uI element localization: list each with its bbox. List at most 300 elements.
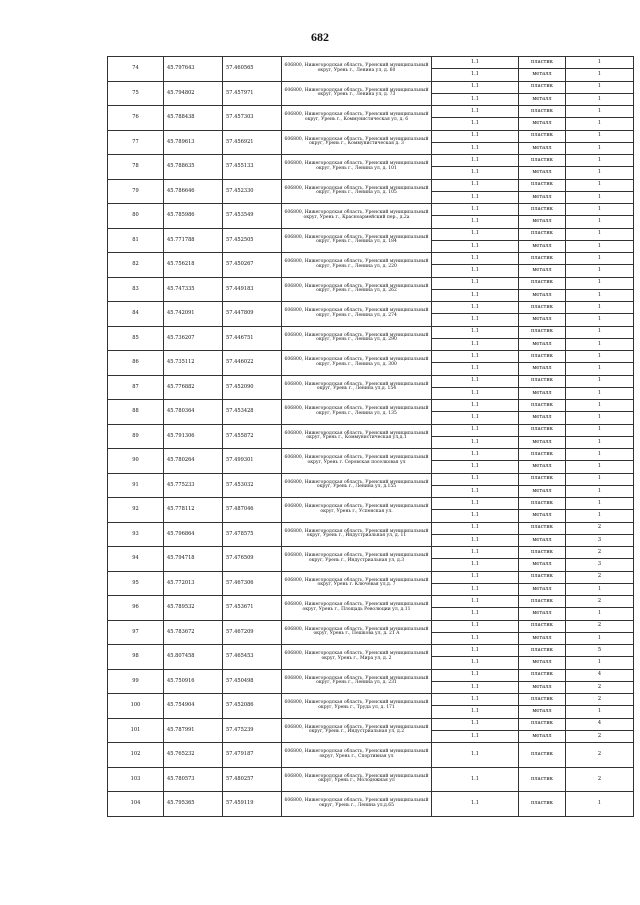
volume-cell: 1.1 [432,449,519,461]
count-cell: 1 [566,436,634,448]
latitude-cell: 45.780364 [164,400,223,425]
table-row [108,498,634,510]
material-cell: металл [519,363,566,375]
material-cell: металл [519,559,566,571]
row-number: 104 [108,792,164,817]
longitude-cell: 57.479187 [223,743,282,768]
longitude-cell: 57.476509 [223,547,282,572]
address-cell: 606800, Нижегородская область, Уренский муниципальный округ, Урень г., Молодежная ул [282,767,432,792]
longitude-cell: 57.457971 [223,81,282,106]
material-cell: пластик [519,106,566,118]
count-cell: 1 [566,632,634,644]
table-row [108,620,634,632]
count-cell: 1 [566,461,634,473]
count-cell: 1 [566,93,634,105]
page-number: 682 [311,30,329,44]
material-cell: металл [519,216,566,228]
count-cell: 3 [566,534,634,546]
address-cell: 606800, Нижегородская область, Уренский муниципальный округ, Урень г., Ленина ул, д. 135 [282,400,432,425]
row-number: 81 [108,228,164,253]
count-cell: 2 [566,743,634,768]
volume-cell: 1.1 [432,694,519,706]
address-cell: 606800, Нижегородская область, Уренский муниципальный округ, Урень г., Индустриальная ул, д. 11 [282,522,432,547]
material-cell: пластик [519,669,566,681]
count-cell: 1 [566,400,634,412]
latitude-cell: 45.780573 [164,767,223,792]
longitude-cell: 57.487046 [223,498,282,523]
volume-cell: 1.1 [432,216,519,228]
address-cell: 606800, Нижегородская область, Уренский муниципальный округ, Урень г., Труда ул, д. 171 [282,694,432,719]
longitude-cell: 57.447809 [223,302,282,327]
row-number: 92 [108,498,164,523]
volume-cell: 1.1 [432,155,519,167]
volume-cell: 1.1 [432,510,519,522]
material-cell: металл [519,608,566,620]
row-number: 94 [108,547,164,572]
volume-cell: 1.1 [432,583,519,595]
count-cell: 1 [566,118,634,130]
address-cell: 606800, Нижегородская область, Уренский муниципальный округ, Урень г., Ленина ул, д. 220 [282,253,432,278]
volume-cell: 1.1 [432,338,519,350]
count-cell: 3 [566,559,634,571]
count-cell: 1 [566,167,634,179]
material-cell: металл [519,240,566,252]
volume-cell: 1.1 [432,534,519,546]
address-cell: 606800, Нижегородская область, Уренский муниципальный округ, Урень г., Ленина ул, д. 184 [282,228,432,253]
latitude-cell: 45.750916 [164,669,223,694]
count-cell: 1 [566,191,634,203]
material-cell: пластик [519,792,566,817]
count-cell: 1 [566,314,634,326]
table-row [108,57,634,69]
address-cell: 606800, Нижегородская область, Уренский муниципальный округ, Урень г., Пешкова ул, д. 21 А [282,620,432,645]
table-row [108,596,634,608]
table-row [108,743,634,768]
table-row [108,449,634,461]
address-cell: 606800, Нижегородская область, Уренский муниципальный округ, Урень г., Ленина ул,д.65 [282,792,432,817]
latitude-cell: 45.788438 [164,106,223,131]
count-cell: 1 [566,81,634,93]
count-cell: 1 [566,277,634,289]
longitude-cell: 57.453032 [223,473,282,498]
material-cell: металл [519,142,566,154]
latitude-cell: 45.780264 [164,449,223,474]
address-cell: 606800, Нижегородская область, Уренский муниципальный округ, Урень г., Ленина ул,д. 154 [282,375,432,400]
latitude-cell: 45.747335 [164,277,223,302]
volume-cell: 1.1 [432,559,519,571]
count-cell: 2 [566,571,634,583]
address-cell: 606800, Нижегородская область, Уренский муниципальный округ, Урень г., Ленина ул, д. 262 [282,277,432,302]
address-cell: 606800, Нижегородская область, Уренский муниципальный округ, Урень г., Ленина ул, д. 231 [282,669,432,694]
table-row [108,81,634,93]
count-cell: 1 [566,351,634,363]
row-number: 100 [108,694,164,719]
longitude-cell: 57.452086 [223,694,282,719]
row-number: 78 [108,155,164,180]
longitude-cell: 57.460565 [223,57,282,82]
row-number: 98 [108,645,164,670]
longitude-cell: 57.452330 [223,179,282,204]
row-number: 89 [108,424,164,449]
count-cell: 2 [566,694,634,706]
table-row [108,302,634,314]
row-number: 74 [108,57,164,82]
count-cell: 2 [566,596,634,608]
volume-cell: 1.1 [432,571,519,583]
volume-cell: 1.1 [432,289,519,301]
material-cell: пластик [519,767,566,792]
latitude-cell: 45.765232 [164,743,223,768]
volume-cell: 1.1 [432,302,519,314]
longitude-cell: 57.453428 [223,400,282,425]
address-cell: 606800, Нижегородская область, Уренский муниципальный округ, Урень г. Ключевая ул,д. 7 [282,571,432,596]
address-cell: 606800, Нижегородская область, Уренский муниципальный округ, Урень г., Коммунистическая ул,д.1 [282,424,432,449]
latitude-cell: 45.786646 [164,179,223,204]
row-number: 79 [108,179,164,204]
latitude-cell: 45.807458 [164,645,223,670]
row-number: 91 [108,473,164,498]
material-cell: пластик [519,277,566,289]
latitude-cell: 45.794802 [164,81,223,106]
row-number: 101 [108,718,164,743]
material-cell: металл [519,436,566,448]
volume-cell: 1.1 [432,792,519,817]
address-cell: 606800, Нижегородская область, Уренский муниципальный округ, Урень г., Индустриальная ул, д.2 [282,718,432,743]
longitude-cell: 57.467209 [223,620,282,645]
address-cell: 606800, Нижегородская область, Уренский муниципальный округ, Урень г., Мира ул, д. 2 [282,645,432,670]
volume-cell: 1.1 [432,118,519,130]
volume-cell: 1.1 [432,743,519,768]
longitude-cell: 57.450267 [223,253,282,278]
material-cell: пластик [519,522,566,534]
volume-cell: 1.1 [432,167,519,179]
count-cell: 4 [566,718,634,730]
table-row [108,522,634,534]
count-cell: 1 [566,142,634,154]
material-cell: пластик [519,179,566,191]
material-cell: пластик [519,375,566,387]
volume-cell: 1.1 [432,473,519,485]
longitude-cell: 57.449183 [223,277,282,302]
volume-cell: 1.1 [432,767,519,792]
longitude-cell: 57.455133 [223,155,282,180]
volume-cell: 1.1 [432,191,519,203]
latitude-cell: 45.771788 [164,228,223,253]
volume-cell: 1.1 [432,375,519,387]
count-cell: 1 [566,204,634,216]
count-cell: 1 [566,253,634,265]
table-row [108,424,634,436]
count-cell: 2 [566,620,634,632]
count-cell: 1 [566,387,634,399]
material-cell: металл [519,93,566,105]
volume-cell: 1.1 [432,363,519,375]
material-cell: пластик [519,302,566,314]
row-number: 83 [108,277,164,302]
count-cell: 1 [566,412,634,424]
volume-cell: 1.1 [432,461,519,473]
longitude-cell: 57.457303 [223,106,282,131]
volume-cell: 1.1 [432,326,519,338]
material-cell: пластик [519,228,566,240]
volume-cell: 1.1 [432,730,519,742]
count-cell: 1 [566,106,634,118]
count-cell: 1 [566,583,634,595]
latitude-cell: 45.736207 [164,326,223,351]
material-cell: пластик [519,326,566,338]
table-row [108,767,634,792]
address-cell: 606800, Нижегородская область, Уренский муниципальный округ, Урень г., Ленина ул, д. 274 [282,302,432,327]
row-number: 103 [108,767,164,792]
address-cell: 606800, Нижегородская область, Уренский муниципальный округ, Урень г., Площадь Революции ул, д.11 [282,596,432,621]
count-cell: 1 [566,498,634,510]
count-cell: 2 [566,547,634,559]
material-cell: металл [519,583,566,595]
material-cell: пластик [519,351,566,363]
row-number: 80 [108,204,164,229]
volume-cell: 1.1 [432,436,519,448]
material-cell: пластик [519,424,566,436]
longitude-cell: 57.475239 [223,718,282,743]
material-cell: пластик [519,620,566,632]
address-cell: 606800, Нижегородская область, Уренский муниципальный округ, Урень г., Ленина ул, д. 290 [282,326,432,351]
latitude-cell: 45.783672 [164,620,223,645]
count-cell: 1 [566,363,634,375]
volume-cell: 1.1 [432,81,519,93]
volume-cell: 1.1 [432,142,519,154]
volume-cell: 1.1 [432,485,519,497]
count-cell: 1 [566,216,634,228]
longitude-cell: 57.452505 [223,228,282,253]
volume-cell: 1.1 [432,412,519,424]
volume-cell: 1.1 [432,596,519,608]
longitude-cell: 57.453671 [223,596,282,621]
row-number: 84 [108,302,164,327]
table-row [108,228,634,240]
count-cell: 1 [566,473,634,485]
material-cell: металл [519,681,566,693]
address-cell: 606800, Нижегородская область, Уренский муниципальный округ, Урень г., Ленина ул, д. 101 [282,155,432,180]
volume-cell: 1.1 [432,253,519,265]
volume-cell: 1.1 [432,351,519,363]
count-cell: 1 [566,265,634,277]
count-cell: 1 [566,240,634,252]
material-cell: пластик [519,130,566,142]
volume-cell: 1.1 [432,669,519,681]
address-cell: 606800, Нижегородская область, Уренский муниципальный округ, Урень г., Спортивная ул [282,743,432,768]
material-cell: металл [519,69,566,81]
table-row [108,694,634,706]
row-number: 99 [108,669,164,694]
address-cell: 606800, Нижегородская область, Уренский муниципальный округ, Урень г., Коммунистическая д. 3 [282,130,432,155]
row-number: 88 [108,400,164,425]
volume-cell: 1.1 [432,620,519,632]
table-row [108,645,634,657]
latitude-cell: 45.789532 [164,596,223,621]
longitude-cell: 57.446022 [223,351,282,376]
volume-cell: 1.1 [432,240,519,252]
address-cell: 606800, Нижегородская область, Уренский муниципальный округ, Урень г., Ленина ул, д.155 [282,473,432,498]
volume-cell: 1.1 [432,130,519,142]
material-cell: металл [519,387,566,399]
longitude-cell: 57.467306 [223,571,282,596]
volume-cell: 1.1 [432,681,519,693]
latitude-cell: 45.754904 [164,694,223,719]
latitude-cell: 45.772013 [164,571,223,596]
row-number: 76 [108,106,164,131]
count-cell: 1 [566,706,634,718]
row-number: 97 [108,620,164,645]
count-cell: 1 [566,449,634,461]
latitude-cell: 45.756218 [164,253,223,278]
count-cell: 4 [566,669,634,681]
longitude-cell: 57.453549 [223,204,282,229]
material-cell: пластик [519,400,566,412]
table-row [108,351,634,363]
latitude-cell: 45.778112 [164,498,223,523]
volume-cell: 1.1 [432,657,519,669]
table-body [108,57,634,817]
volume-cell: 1.1 [432,387,519,399]
table-row [108,130,634,142]
address-cell: 606800, Нижегородская область, Уренский муниципальный округ, Урень г., Индустриальная ул, д.3 [282,547,432,572]
row-number: 77 [108,130,164,155]
material-cell: пластик [519,57,566,69]
material-cell: пластик [519,473,566,485]
latitude-cell: 45.791306 [164,424,223,449]
material-cell: пластик [519,645,566,657]
latitude-cell: 45.794718 [164,547,223,572]
volume-cell: 1.1 [432,547,519,559]
volume-cell: 1.1 [432,277,519,289]
latitude-cell: 45.776882 [164,375,223,400]
material-cell: пластик [519,718,566,730]
count-cell: 1 [566,338,634,350]
material-cell: металл [519,314,566,326]
material-cell: пластик [519,571,566,583]
material-cell: металл [519,461,566,473]
count-cell: 1 [566,326,634,338]
material-cell: металл [519,191,566,203]
row-number: 75 [108,81,164,106]
containers-table [107,56,634,817]
material-cell: пластик [519,155,566,167]
row-number: 87 [108,375,164,400]
table-row [108,155,634,167]
latitude-cell: 45.795365 [164,792,223,817]
table-row [108,669,634,681]
count-cell: 1 [566,424,634,436]
latitude-cell: 45.796864 [164,522,223,547]
count-cell: 1 [566,302,634,314]
material-cell: металл [519,510,566,522]
row-number: 93 [108,522,164,547]
row-number: 96 [108,596,164,621]
longitude-cell: 57.465453 [223,645,282,670]
count-cell: 1 [566,179,634,191]
address-cell: 606800, Нижегородская область, Уренский муниципальный округ, Урень г., Красноармейский пер., д.2а [282,204,432,229]
material-cell: пластик [519,547,566,559]
material-cell: пластик [519,449,566,461]
row-number: 102 [108,743,164,768]
longitude-cell: 57.480257 [223,767,282,792]
volume-cell: 1.1 [432,106,519,118]
row-number: 90 [108,449,164,474]
longitude-cell: 57.499301 [223,449,282,474]
count-cell: 1 [566,510,634,522]
latitude-cell: 45.787991 [164,718,223,743]
material-cell: пластик [519,743,566,768]
volume-cell: 1.1 [432,57,519,69]
row-number: 82 [108,253,164,278]
table-row [108,179,634,191]
volume-cell: 1.1 [432,69,519,81]
material-cell: пластик [519,253,566,265]
material-cell: металл [519,265,566,277]
latitude-cell: 45.742091 [164,302,223,327]
row-number: 85 [108,326,164,351]
count-cell: 1 [566,155,634,167]
count-cell: 1 [566,69,634,81]
longitude-cell: 57.456921 [223,130,282,155]
table-row [108,792,634,817]
volume-cell: 1.1 [432,228,519,240]
material-cell: пластик [519,498,566,510]
longitude-cell: 57.455872 [223,424,282,449]
count-cell: 2 [566,730,634,742]
material-cell: пластик [519,81,566,93]
table-row [108,400,634,412]
address-cell: 606800, Нижегородская область, Уренский муниципальный округ, Урень г., Ленина ул, д. 300 [282,351,432,376]
material-cell: металл [519,118,566,130]
volume-cell: 1.1 [432,608,519,620]
table-row [108,253,634,265]
volume-cell: 1.1 [432,424,519,436]
latitude-cell: 45.789613 [164,130,223,155]
count-cell: 2 [566,681,634,693]
table-row [108,547,634,559]
volume-cell: 1.1 [432,522,519,534]
material-cell: металл [519,632,566,644]
material-cell: металл [519,657,566,669]
material-cell: пластик [519,596,566,608]
count-cell: 1 [566,228,634,240]
volume-cell: 1.1 [432,498,519,510]
volume-cell: 1.1 [432,179,519,191]
count-cell: 2 [566,522,634,534]
address-cell: 606800, Нижегородская область, Уренский муниципальный округ, Урень г. Серовская поселковая ул [282,449,432,474]
volume-cell: 1.1 [432,632,519,644]
material-cell: металл [519,706,566,718]
longitude-cell: 57.452090 [223,375,282,400]
latitude-cell: 45.788635 [164,155,223,180]
volume-cell: 1.1 [432,718,519,730]
volume-cell: 1.1 [432,706,519,718]
material-cell: металл [519,412,566,424]
table-row [108,571,634,583]
table-row [108,718,634,730]
material-cell: металл [519,167,566,179]
count-cell: 1 [566,289,634,301]
volume-cell: 1.1 [432,204,519,216]
material-cell: металл [519,485,566,497]
address-cell: 606800, Нижегородская область, Уренский муниципальный округ, Урень г., Успенская ул. [282,498,432,523]
latitude-cell: 45.797643 [164,57,223,82]
volume-cell: 1.1 [432,93,519,105]
count-cell: 1 [566,130,634,142]
count-cell: 1 [566,57,634,69]
table-row [108,473,634,485]
